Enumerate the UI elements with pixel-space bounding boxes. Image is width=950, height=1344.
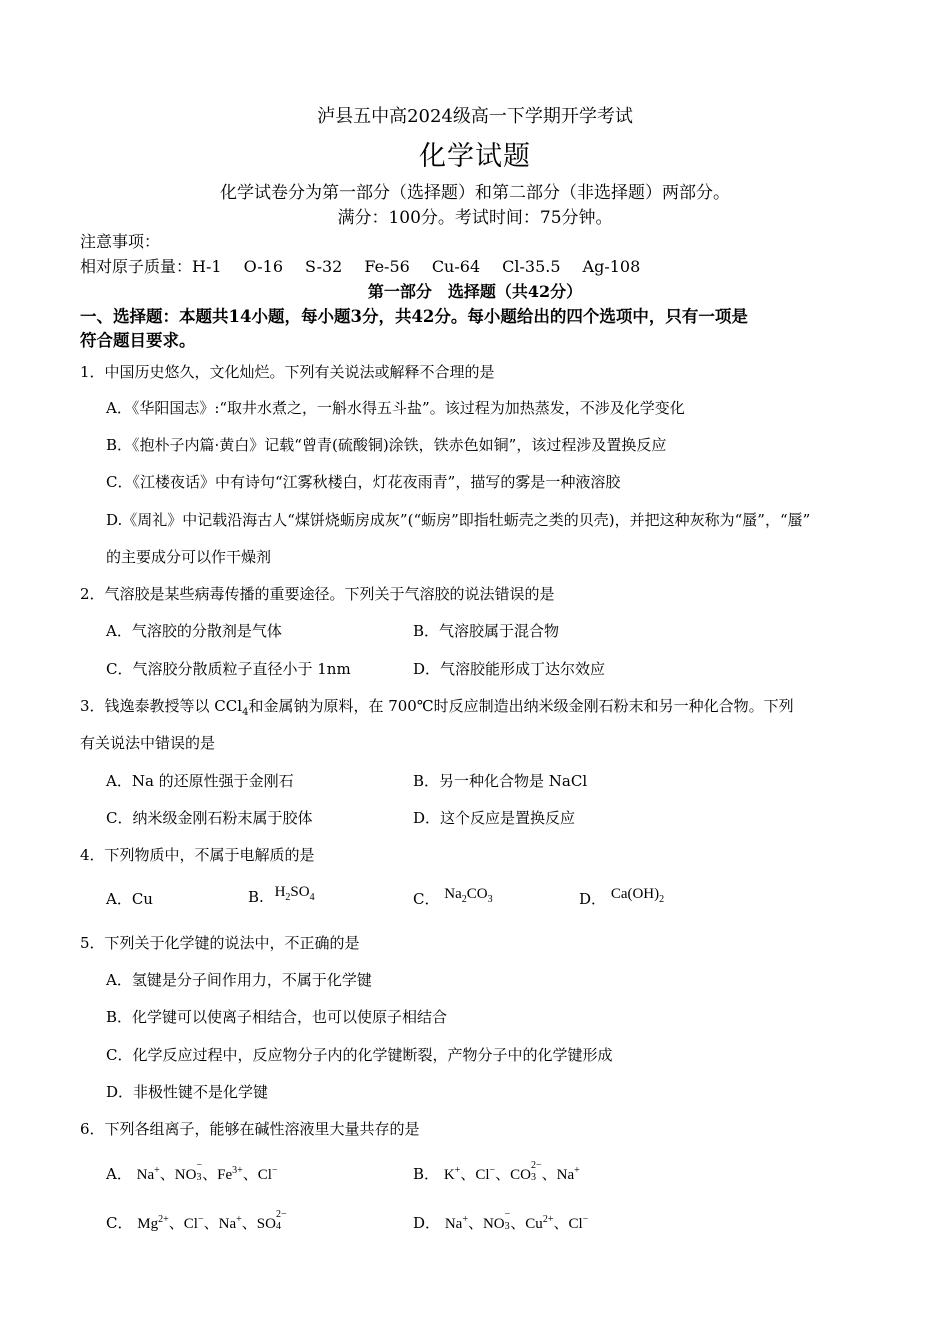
ion-cl: Cl−	[183, 1214, 204, 1232]
q4-option-c-label: C．	[413, 890, 440, 908]
q6-option-c	[106, 1208, 287, 1235]
chem-subscript: 2	[659, 894, 665, 905]
chem-part: CO	[466, 886, 488, 902]
ion-separator: 、	[541, 1165, 557, 1183]
chem-part: (OH)	[627, 886, 660, 902]
section1-instructions-line1: 一、选择题：本题共14小题，每小题3分，共42分。每小题给出的四个选项中，只有一项是	[80, 307, 748, 326]
ion-separator: 、	[553, 1214, 569, 1232]
chem-part: Na	[444, 886, 462, 902]
ion-cu2: $Cu^{2+}$	[525, 1214, 554, 1232]
q1-stem: 1．中国历史悠久，文化灿烂。下列有关说法或解释不合理的是	[80, 363, 495, 381]
score-and-time: 满分：100分。考试时间：75分钟。	[337, 208, 613, 228]
ion-no3: NO− 3	[482, 1208, 511, 1232]
q3-stem-continued: 有关说法中错误的是	[80, 734, 216, 752]
q1-option-d-continued: 的主要成分可以作干燥剂	[106, 548, 272, 566]
ion-cl: Cl−	[568, 1214, 589, 1232]
q2-option-b: B．气溶胶属于混合物	[413, 622, 560, 640]
q1-option-c: C．《江楼夜话》中有诗句“江雾秋楼白，灯花夜雨青”，描写的雾是一种液溶胶	[106, 473, 621, 491]
q1-option-a: A．《华阳国志》:“取井水煮之，一斛水得五斗盐”。该过程为加热蒸发，不涉及化学变化	[106, 399, 685, 417]
q5-option-d: D．非极性键不是化学键	[106, 1083, 269, 1101]
q6-option-c-label: C．	[106, 1214, 133, 1232]
atomic-mass-cu: Cu-64	[431, 257, 481, 276]
atomic-mass-fe: Fe-56	[364, 257, 410, 276]
q3-stem	[80, 695, 794, 716]
atomic-mass-s: S-32	[305, 257, 343, 276]
exam-intro: 化学试卷分为第一部分（选择题）和第二部分（非选择题）两部分。	[220, 183, 730, 203]
q2-stem: 2．气溶胶是某些病毒传播的重要途径。下列关于气溶胶的说法错误的是	[80, 585, 555, 603]
ion-separator: 、	[202, 1165, 218, 1183]
q4-option-d	[579, 888, 664, 909]
q5-stem: 5．下列关于化学键的说法中，不正确的是	[80, 934, 360, 952]
ion-na: Na+	[136, 1165, 160, 1183]
q4-option-b-label: B.	[248, 888, 264, 906]
atomic-mass-cl: Cl-35.5	[502, 257, 561, 276]
q6-option-d-label: D．	[413, 1214, 441, 1232]
q4-option-c	[413, 888, 493, 909]
chem-subscript: 2	[461, 894, 467, 905]
q3-stem-part: 3．钱逸泰教授等以 CCl	[80, 697, 243, 715]
q3-stem-subscript: 4	[242, 707, 249, 718]
ion-na: Na+	[218, 1214, 242, 1232]
q4-option-a: A．Cu	[106, 890, 153, 908]
ion-na: Na+	[556, 1165, 580, 1183]
ion-separator: 、	[510, 1214, 526, 1232]
atomic-mass-line	[80, 254, 662, 277]
ion-fe3: $Fe^{3+}$	[217, 1165, 243, 1183]
q4-option-d-formula	[610, 886, 665, 905]
ion-so4: SO2− 4	[256, 1208, 287, 1232]
chem-part: H	[274, 884, 286, 900]
q2-option-c: C．气溶胶分散质粒子直径小于 1nm	[106, 660, 351, 678]
q4-option-d-label: D．	[579, 890, 607, 908]
chem-part: SO	[290, 884, 310, 900]
q2-option-a: A．气溶胶的分散剂是气体	[106, 622, 282, 640]
q1-option-d: D.《周礼》中记载沿海古人“煤饼烧蛎房成灰”(“蛎房”即指牡蛎壳之类的贝壳)，并把这种灰称为“蜃”，“蜃”	[106, 511, 811, 529]
q4-option-c-formula	[444, 886, 493, 905]
ion-separator: 、	[460, 1165, 476, 1183]
ion-separator: 、	[242, 1165, 258, 1183]
ion-cl: Cl−	[257, 1165, 278, 1183]
chem-subscript: 3	[487, 894, 493, 905]
atomic-mass-label: 相对原子质量：	[80, 257, 193, 276]
ion-co3: CO2− 3	[510, 1159, 542, 1183]
q3-option-b: B．另一种化合物是 NaCl	[413, 772, 588, 790]
atomic-mass-ag: Ag-108	[582, 257, 641, 276]
q3-option-c: C．纳米级金刚石粉末属于胶体	[106, 809, 313, 827]
chem-subscript: 2	[285, 892, 291, 903]
ion-cl: Cl−	[475, 1165, 496, 1183]
q6-option-d	[413, 1208, 589, 1235]
q6-option-a	[106, 1159, 278, 1186]
q5-option-b: B．化学键可以使离子相结合，也可以使原子相结合	[106, 1008, 448, 1026]
q6-option-b-label: B．	[413, 1165, 440, 1183]
chem-part: Ca	[610, 886, 628, 902]
ion-no3: NO− 3	[174, 1159, 203, 1183]
atomic-mass-h: H-1	[192, 257, 222, 276]
ion-separator: 、	[241, 1214, 257, 1232]
q2-option-d: D．气溶胶能形成丁达尔效应	[413, 660, 606, 678]
q3-option-d: D．这个反应是置换反应	[413, 809, 576, 827]
ion-na: Na+	[444, 1214, 468, 1232]
q3-stem-part: 和金属钠为原料，在 700℃时反应制造出纳米级金刚石粉末和另一种化合物。下列	[248, 697, 794, 715]
q6-option-a-label: A．	[106, 1165, 132, 1183]
part1-title: 第一部分 选择题（共42分）	[367, 282, 583, 301]
q3-option-a: A．Na 的还原性强于金刚石	[106, 772, 294, 790]
q4-stem: 4．下列物质中，不属于电解质的是	[80, 846, 315, 864]
q5-option-a: A．氢键是分子间作用力，不属于化学键	[106, 971, 372, 989]
q1-option-b: B．《抱朴子内篇·黄白》记载“曾青(硫酸铜)涂铁，铁赤色如铜”，该过程涉及置换反应	[106, 436, 667, 454]
q6-option-b	[413, 1159, 580, 1186]
ion-separator: 、	[168, 1214, 184, 1232]
atomic-mass-o: O-16	[243, 257, 284, 276]
ion-separator: 、	[467, 1214, 483, 1232]
notice-heading: 注意事项：	[80, 232, 161, 251]
chem-subscript: 4	[309, 892, 315, 903]
q6-stem: 6．下列各组离子，能够在碱性溶液里大量共存的是	[80, 1120, 420, 1138]
page-title: 化学试题	[419, 141, 531, 172]
q4-option-b	[248, 884, 315, 907]
ion-separator: 、	[159, 1165, 175, 1183]
ion-mg2: $Mg^{2+}$	[137, 1214, 169, 1232]
ion-separator: 、	[203, 1214, 219, 1232]
ion-k: K+	[443, 1165, 461, 1183]
school-exam-heading: 泸县五中高2024级高一下学期开学考试	[317, 106, 633, 127]
q5-option-c: C．化学反应过程中，反应物分子内的化学键断裂，产物分子中的化学键形成	[106, 1046, 613, 1064]
ion-separator: 、	[495, 1165, 511, 1183]
q4-option-b-formula	[274, 884, 315, 903]
section1-instructions-line2: 符合题目要求。	[80, 331, 196, 350]
